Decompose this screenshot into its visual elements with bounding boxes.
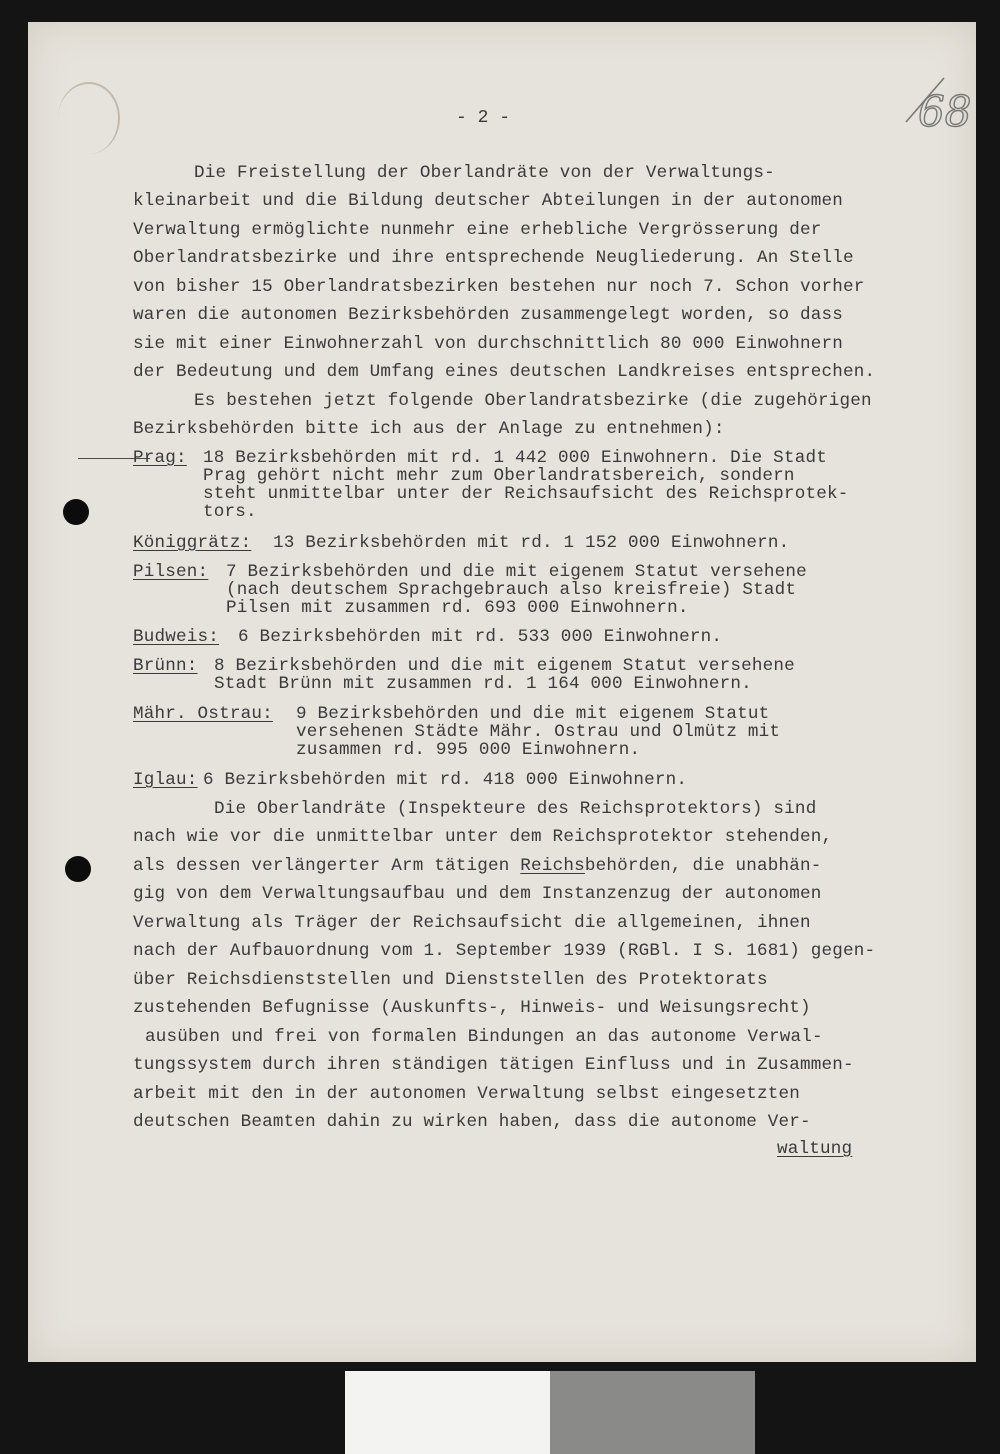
calibration-swatch-gray [550,1371,755,1454]
body-line: gig von dem Verwaltungsaufbau und dem Instanzenzug der autonomen [133,884,822,904]
district-name-pilsen: Pilsen: [133,562,209,582]
district-text: zusammen rd. 995 000 Einwohnern. [296,740,641,760]
district-text: tors. [203,502,257,522]
document-page [28,22,976,1362]
punch-hole-top [63,499,89,525]
body-line: Es bestehen jetzt folgende Oberlandratsbezirke (die zugehörigen [194,391,872,411]
body-text: behörden, die unabhän- [584,856,822,876]
district-name-koeniggraetz: Königgrätz: [133,533,252,553]
body-line: deutschen Beamten dahin zu wirken haben, dass die autonome Ver- [133,1112,811,1132]
district-text: 7 Bezirksbehörden und die mit eigenem Statut versehene [226,562,807,582]
district-text: 18 Bezirksbehörden mit rd. 1 442 000 Einwohnern. Die Stadt [203,448,827,468]
body-line: ausüben und frei von formalen Bindungen an das autonome Verwal- [145,1027,823,1047]
district-text: (nach deutschem Sprachgebrauch also kreisfreie) Stadt [226,580,797,600]
body-line: Oberlandratsbezirke und ihre entsprechende Neugliederung. An Stelle [133,248,854,268]
district-text: 6 Bezirksbehörden mit rd. 418 000 Einwohnern. [203,770,688,790]
district-text: 6 Bezirksbehörden mit rd. 533 000 Einwohnern. [238,627,723,647]
body-text: als dessen verlängerter Arm tätigen [133,856,521,876]
district-name-iglau: Iglau: [133,770,198,790]
district-name-maehr-ostrau: Mähr. Ostrau: [133,704,273,724]
district-text: 8 Bezirksbehörden und die mit eigenem Statut versehene [214,656,795,676]
folio-text: 68 [918,87,972,136]
district-text: 9 Bezirksbehörden und die mit eigenem Statut [296,704,770,724]
calibration-swatch-white [345,1371,550,1454]
district-text: 13 Bezirksbehörden mit rd. 1 152 000 Einwohnern. [273,533,790,553]
body-line: kleinarbeit und die Bildung deutscher Abteilungen in der autonomen [133,191,844,211]
body-line: tungssystem durch ihren ständigen tätigen Einfluss und in Zusammen- [133,1055,854,1075]
body-line: nach wie vor die unmittelbar unter dem Reichsprotektor stehenden, [133,827,833,847]
punch-hole-bottom [65,856,91,882]
body-line: Die Oberlandräte (Inspekteure des Reichsprotektors) sind [214,799,817,819]
paper-stain [58,82,120,154]
body-line: Die Freistellung der Oberlandräte von der Verwaltungs- [194,163,775,183]
district-text: Pilsen mit zusammen rd. 693 000 Einwohnern. [226,598,689,618]
catchword: waltung [777,1139,853,1159]
body-line: arbeit mit den in der autonomen Verwaltung selbst eingesetzten [133,1084,800,1104]
body-line: sie mit einer Einwohnerzahl von durchschnittlich 80 000 Einwohnern [133,334,844,354]
underlined-word: Reichs [520,856,585,876]
district-text: Prag gehört nicht mehr zum Oberlandratsbereich, sondern [203,466,795,486]
district-text: steht unmittelbar unter der Reichsaufsicht des Reichsprotek- [203,484,849,504]
handwritten-folio-number [900,74,980,154]
district-text: Stadt Brünn mit zusammen rd. 1 164 000 Einwohnern. [214,674,752,694]
district-text: versehenen Städte Mähr. Ostrau und Olmütz mit [296,722,781,742]
body-line: nach der Aufbauordnung vom 1. September 1939 (RGBl. I S. 1681) gegen- [133,941,876,961]
page-number: - 2 - [456,108,511,128]
body-line: Bezirksbehörden bitte ich aus der Anlage zu entnehmen): [133,419,725,439]
body-line: über Reichsdienststellen und Dienststellen des Protektorats [133,970,768,990]
district-name-bruenn: Brünn: [133,656,198,676]
body-line: Verwaltung als Träger der Reichsaufsicht die allgemeinen, ihnen [133,913,811,933]
body-line: waren die autonomen Bezirksbehörden zusammengelegt worden, so dass [133,305,844,325]
body-line: von bisher 15 Oberlandratsbezirken bestehen nur noch 7. Schon vorher [133,277,865,297]
body-line: Verwaltung ermöglichte nunmehr eine erhebliche Vergrösserung der [133,220,822,240]
body-line: der Bedeutung und dem Umfang eines deutschen Landkreises entsprechen. [133,362,876,382]
body-line: zustehenden Befugnisse (Auskunfts-, Hinweis- und Weisungsrecht) [133,998,811,1018]
district-name-budweis: Budweis: [133,627,220,647]
district-name-prag: Prag: [133,448,187,468]
body-line-emphasis [133,856,822,876]
